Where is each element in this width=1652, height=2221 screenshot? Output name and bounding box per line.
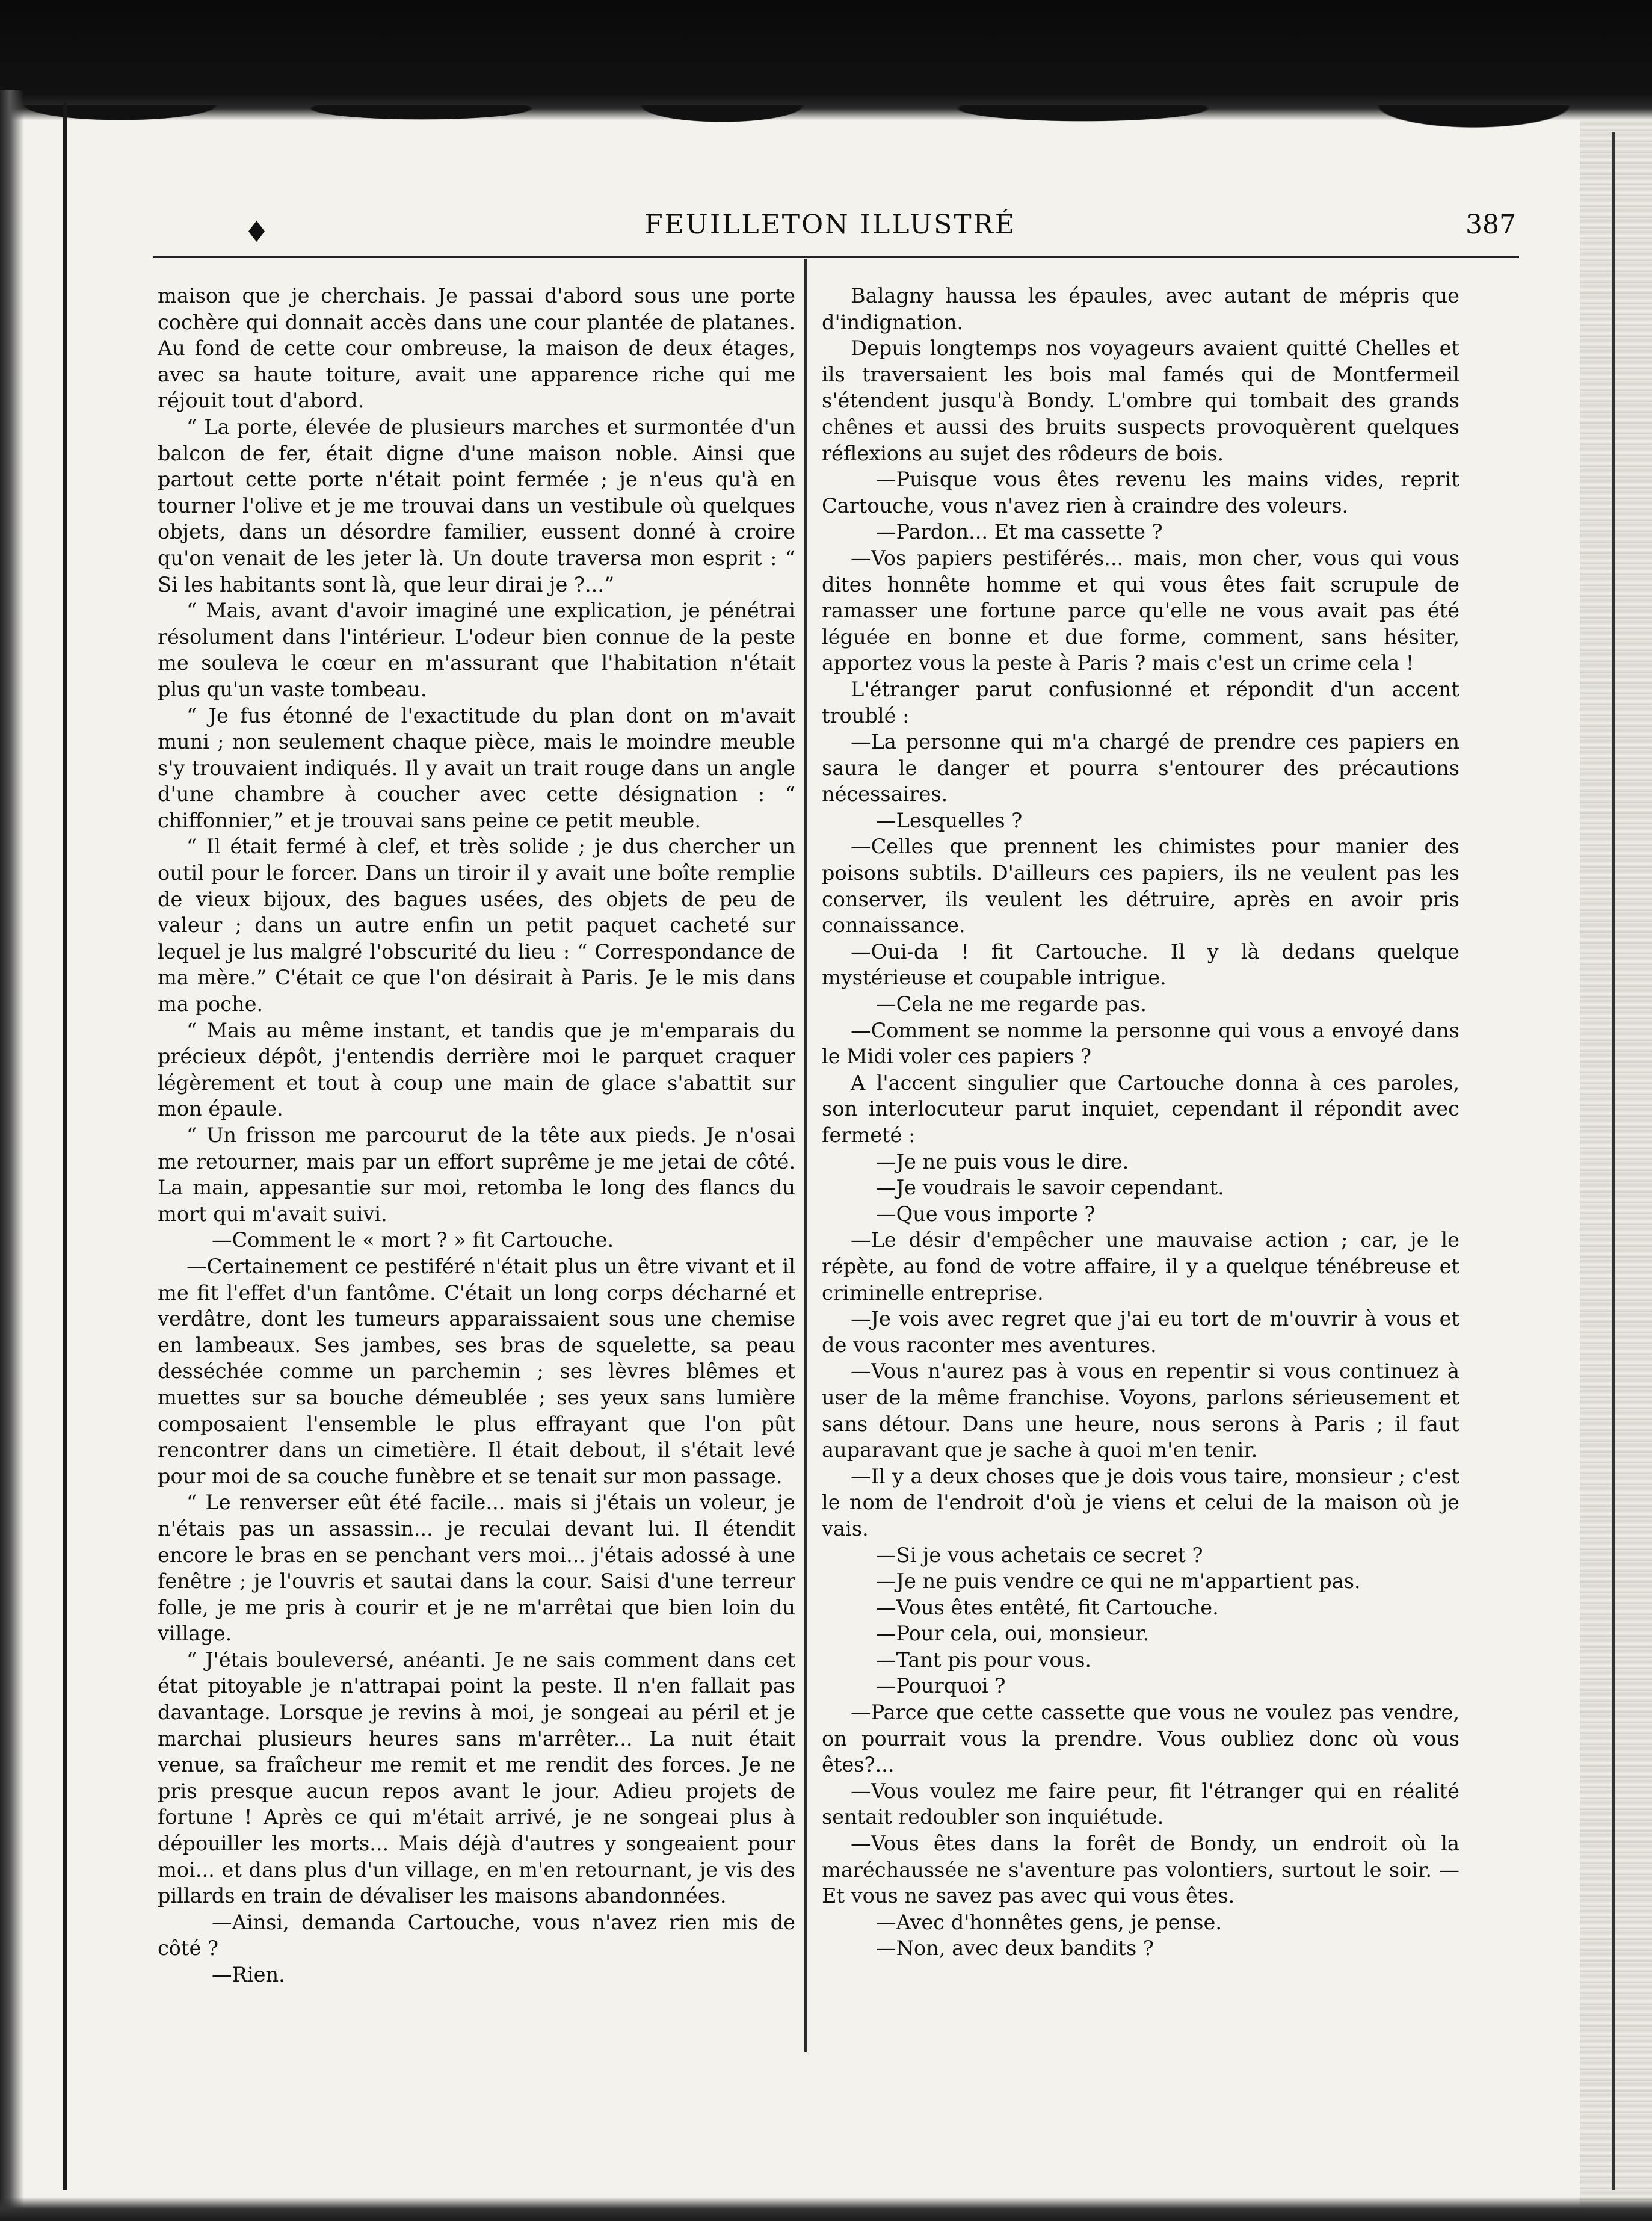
paragraph: —Si je vous achetais ce secret ?	[876, 1543, 1203, 1567]
paragraph: —Non, avec deux bandits ?	[876, 1936, 1154, 1960]
paragraph: “ Un frisson me parcourut de la tête aux pieds. Je n'osai me retourner, mais par un effort suprême je me jetai de côté. La main, appesantie sur moi, retomba le long des flancs du mort qui m'avait suivi.	[158, 1123, 795, 1226]
page-number: 387	[1466, 209, 1516, 240]
paragraph: —Parce que cette cassette que vous ne voulez pas vendre, on pourrait vous la prendre. Vous oubliez donc où vous êtes?...	[822, 1701, 1459, 1777]
paragraph: “ Le renverser eût été facile... mais si j'étais un voleur, je n'étais pas un assassin... je reculai devant lui. Il étendit encore le bras en se penchant vers moi... j'étais adossé à une fenêtre ; je l'ouvris et sautai dans la cour. Saisi d'une terreur folle, je me pris à courir et je ne m'arrêtai que bien loin du village.	[158, 1490, 795, 1646]
paragraph: —Il y a deux choses que je dois vous taire, monsieur ; c'est le nom de l'endroit d'où je viens et celui de la maison où je vais.	[822, 1464, 1459, 1540]
header-rule	[153, 256, 1519, 258]
paragraph: “ Il était fermé à clef, et très solide ; je dus chercher un outil pour le forcer. Dans un tiroir il y avait une boîte remplie de vieux bijoux, des bagues usées, des objets de peu de valeur ; dans un autre enfin un petit paquet cacheté sur lequel je lus malgré l'obscurité du lieu : “ Correspondance de ma mère.” C'était ce que l'on désirait à Paris. Je le mis dans ma poche.	[158, 835, 795, 1016]
paragraph: —Ainsi, demanda Cartouche, vous n'avez rien mis de côté ?	[158, 1910, 795, 1960]
paragraph: Balagny haussa les épaules, avec autant de mépris que d'indignation.	[822, 284, 1459, 334]
scan-border-bottom	[0, 2197, 1652, 2221]
paragraph: —Puisque vous êtes revenu les mains vides, reprit Cartouche, vous n'avez rien à craindre des voleurs.	[822, 468, 1459, 517]
paragraph: —Comment se nomme la personne qui vous a envoyé dans le Midi voler ces papiers ?	[822, 1018, 1459, 1069]
paragraph: —Vos papiers pestiférés... mais, mon cher, vous qui vous dites honnête homme et qui vous êtes fait scrupule de ramasser une fortune parce qu'elle ne vous avait pas été léguée en bonne et due forme, comment, sans hésiter, apportez vous la peste à Paris ? mais c'est un crime cela !	[822, 546, 1459, 675]
paragraph: —Pardon... Et ma cassette ?	[876, 520, 1163, 544]
paragraph: —La personne qui m'a chargé de prendre ces papiers en saura le danger et pourra s'entourer des précautions nécessaires.	[822, 730, 1459, 806]
paragraph: —Cela ne me regarde pas.	[876, 992, 1147, 1016]
paragraph: —Je ne puis vendre ce qui ne m'appartient pas.	[876, 1569, 1361, 1593]
paragraph: A l'accent singulier que Cartouche donna à ces paroles, son interlocuteur parut inquiet, cependant il répondit avec fermeté :	[822, 1070, 1459, 1147]
paragraph: —Vous n'aurez pas à vous en repentir si vous continuez à user de la même franchise. Voyons, parlons sérieusement et sans détour. Dans une heure, nous serons à Paris ; il faut auparavant que je sache à quoi m'en tenir.	[822, 1359, 1459, 1462]
scan-margin-line-left	[63, 102, 67, 2190]
paragraph: —Tant pis pour vous.	[876, 1648, 1092, 1672]
paragraph: —Certainement ce pestiféré n'était plus un être vivant et il me fit l'effet d'un fantôme. C'était un long corps décharné et verdâtre, dont les tumeurs apparaissaient sous une chemise en lambeaux. Ses jambes, ses bras de squelette, sa peau desséchée comme un parchemin ; ses lèvres blêmes et muettes sur sa bouche démeublée ; ses yeux sans lumière composaient l'ensemble le plus effrayant que l'on pût rencontrer dans un cimetière. Il était debout, il s'était levé pour moi de sa couche funèbre et se tenait sur mon passage.	[158, 1254, 795, 1488]
paragraph: —Vous êtes dans la forêt de Bondy, un endroit où la maréchaussée ne s'aventure pas volontiers, surtout le soir. — Et vous ne savez pas avec qui vous êtes.	[822, 1832, 1459, 1908]
paragraph: —Lesquelles ?	[876, 808, 1023, 832]
paragraph: —Comment le « mort ? » fit Cartouche.	[212, 1228, 614, 1252]
paragraph: L'étranger parut confusionné et répondit d'un accent troublé :	[822, 677, 1459, 727]
ornament-icon: ♦	[244, 215, 270, 249]
left-column	[158, 283, 795, 1988]
paragraph: —Vous voulez me faire peur, fit l'étranger qui en réalité sentait redoubler son inquiétude.	[822, 1779, 1459, 1829]
paragraph: —Avec d'honnêtes gens, je pense.	[876, 1910, 1222, 1934]
paragraph: —Je voudrais le savoir cependant.	[876, 1176, 1224, 1200]
right-column	[822, 283, 1459, 1962]
paragraph: “ Mais au même instant, et tandis que je m'emparais du précieux dépôt, j'entendis derrière moi le parquet craquer légèrement et tout à coup une main de glace s'abattit sur mon épaule.	[158, 1018, 795, 1121]
page-header	[144, 199, 1516, 247]
paragraph: “ Mais, avant d'avoir imaginé une explication, je pénétrai résolument dans l'intérieur. L'odeur bien connue de la peste me souleva le cœur en m'assurant que l'habitation n'était plus qu'un vaste tombeau.	[158, 599, 795, 701]
scan-border-left	[0, 90, 24, 2221]
paragraph: —Je vois avec regret que j'ai eu tort de m'ouvrir à vous et de vous raconter mes aventures.	[822, 1307, 1459, 1357]
paragraph: —Pourquoi ?	[876, 1674, 1006, 1698]
paragraph: “ Je fus étonné de l'exactitude du plan dont on m'avait muni ; non seulement chaque pièce, mais le moindre meuble s'y trouvaient indiqués. Il y avait un trait rouge dans un angle d'une chambre à coucher avec cette désignation : “ chiffonnier,” et je trouvai sans peine ce petit meuble.	[158, 703, 795, 832]
scan-border-right	[1580, 120, 1652, 2221]
paragraph: “ La porte, élevée de plusieurs marches et surmontée d'un balcon de fer, était digne d'une maison noble. Ainsi que partout cette porte n'était point fermée ; je n'eus qu'à en tourner l'olive et je me trouvai dans un vestibule où quelques objets, dans un désordre familier, eussent donné à croire qu'on venait de les jeter là. Un doute traversa mon esprit : “ Si les habitants sont là, que leur dirai je ?...”	[158, 415, 795, 596]
paragraph: —Pour cela, oui, monsieur.	[876, 1622, 1150, 1646]
column-divider	[804, 259, 807, 2052]
paragraph: —Je ne puis vous le dire.	[876, 1149, 1129, 1173]
paragraph: —Celles que prennent les chimistes pour manier des poisons subtils. D'ailleurs ces papiers, ils ne veulent pas les conserver, ils veulent les détruire, après en avoir pris connaissance.	[822, 835, 1459, 938]
paragraph: —Le désir d'empêcher une mauvaise action ; car, je le répète, au fond de votre affaire, il y a quelque ténébreuse et criminelle entreprise.	[822, 1228, 1459, 1305]
paragraph: “ J'étais bouleversé, anéanti. Je ne sais comment dans cet état pitoyable je n'attrapai point la peste. Il n'en fallait pas davantage. Lorsque je revins à moi, je songeai au péril et je marchai plusieurs heures sans m'arrêter... La nuit était venue, sa fraîcheur me remit et me rendit des forces. Je ne pris presque aucun repos avant le jour. Adieu projets de fortune ! Après ce qui m'était arrivé, je ne songeai plus à dépouiller les morts... Mais déjà d'autres y songeaient pour moi... et dans plus d'un village, en m'en retournant, je vis des pillards en train de dévaliser les maisons abandonnées.	[158, 1648, 795, 1908]
paragraph: —Que vous importe ?	[876, 1202, 1096, 1226]
paragraph: —Vous êtes entêté, fit Cartouche.	[876, 1595, 1219, 1619]
scan-margin-line-right	[1612, 132, 1615, 2190]
scan-border-top-ragged	[0, 105, 1652, 147]
paragraph: —Rien.	[212, 1963, 285, 1986]
paragraph: —Oui-da ! fit Cartouche. Il y là dedans quelque mystérieuse et coupable intrigue.	[822, 939, 1459, 990]
paragraph: Depuis longtemps nos voyageurs avaient quitté Chelles et ils traversaient les bois mal famés qui de Montfermeil s'étendent jusqu'à Bondy. L'ombre qui tombait des grands chênes et aussi des bruits suspects provoquèrent quelques réflexions au sujet des rôdeurs de bois.	[822, 336, 1459, 465]
scan-border-top	[0, 0, 1652, 120]
page-title: FEUILLETON ILLUSTRÉ	[644, 209, 1016, 240]
paragraph: maison que je cherchais. Je passai d'abord sous une porte cochère qui donnait accès dans une cour plantée de platanes. Au fond de cette cour ombreuse, la maison de deux étages, avec sa haute toiture, avait une apparence riche qui me réjouit tout d'abord.	[158, 284, 795, 413]
